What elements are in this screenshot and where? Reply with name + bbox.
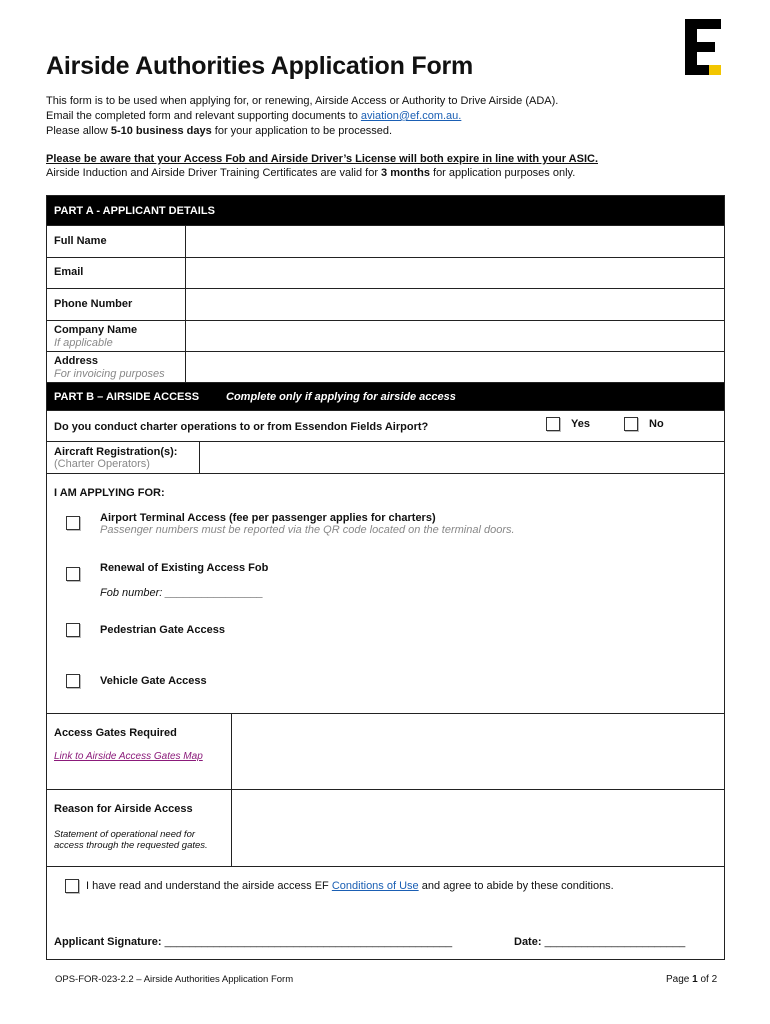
application-form — [46, 195, 725, 960]
part-a-header: PART A - APPLICANT DETAILS — [47, 196, 724, 225]
charter-question-row: Do you conduct charter operations to or from Essendon Fields Airport? Yes No — [47, 410, 724, 441]
declaration-row — [47, 866, 724, 960]
page-number: Page 1 of 2 — [666, 974, 718, 985]
applying-for-section: I AM APPLYING FOR: Airport Terminal Access (fee per passenger applies for charters) Passenger numbers must be reported via the QR code located on the terminal doors. Renewal of Existing Access Fob Fob number: ________________ Pedestrian Gate Access Vehicle Gate Access — [47, 473, 724, 713]
intro-line-1: This form is to be used when applying for, or renewing, Airside Access or Authority to Drive Airside (ADA). — [46, 95, 559, 107]
access-gates-field[interactable] — [232, 714, 724, 789]
expiry-notice: Please be aware that your Access Fob and Airside Driver’s License will both expire in line with your ASIC. — [46, 153, 598, 165]
fob-number-field[interactable]: Fob number: ________________ — [100, 587, 264, 599]
yes-checkbox[interactable] — [546, 417, 560, 431]
yes-label: Yes — [571, 418, 590, 430]
pedestrian-gate-label: Pedestrian Gate Access — [100, 624, 225, 636]
footer-doc-id: OPS-FOR-023-2.2 – Airside Authorities Application Form — [55, 974, 294, 985]
date-field[interactable]: Date: _______________________ — [514, 936, 686, 948]
phone-field[interactable] — [186, 289, 724, 320]
intro-line-2: Email the completed form and relevant supporting documents to aviation@ef.com.au. — [46, 110, 462, 122]
agree-checkbox[interactable] — [65, 879, 79, 893]
renewal-checkbox[interactable] — [66, 567, 80, 581]
agree-text: I have read and understand the airside access EF Conditions of Use and agree to abide by these conditions. — [86, 880, 614, 892]
terminal-access-label: Airport Terminal Access (fee per passenger applies for charters) — [100, 512, 436, 524]
no-checkbox[interactable] — [624, 417, 638, 431]
address-field[interactable] — [186, 352, 724, 382]
renewal-label: Renewal of Existing Access Fob — [100, 562, 269, 574]
pedestrian-gate-checkbox[interactable] — [66, 623, 80, 637]
email-row: Email — [47, 257, 724, 288]
signature-field[interactable]: Applicant Signature: _______________________________________________ — [54, 936, 453, 948]
validity-note: Airside Induction and Airside Driver Training Certificates are valid for 3 months for application purposes only. — [46, 167, 576, 179]
email-link[interactable]: aviation@ef.com.au. — [360, 110, 462, 122]
no-label: No — [649, 418, 664, 430]
gates-map-link[interactable]: Link to Airside Access Gates Map — [54, 751, 203, 762]
phone-row: Phone Number — [47, 288, 724, 320]
reason-field[interactable] — [232, 790, 724, 866]
conditions-of-use-link[interactable]: Conditions of Use — [331, 880, 419, 892]
reason-row: Reason for Airside Access Statement of operational need for access through the requested gates. — [47, 789, 724, 866]
vehicle-gate-label: Vehicle Gate Access — [100, 675, 207, 687]
address-row: Address For invoicing purposes — [47, 351, 724, 382]
access-gates-row: Access Gates Required Link to Airside Access Gates Map — [47, 713, 724, 789]
rego-field[interactable] — [200, 442, 724, 473]
company-row: Company Name If applicable — [47, 320, 724, 351]
page-title: Airside Authorities Application Form — [46, 52, 474, 80]
part-b-header: PART B – AIRSIDE ACCESS Complete only if applying for airside access — [47, 382, 724, 410]
rego-row: Aircraft Registration(s): (Charter Operators) — [47, 441, 724, 473]
intro-line-3: Please allow 5-10 business days for your application to be processed. — [46, 125, 393, 137]
vehicle-gate-checkbox[interactable] — [66, 674, 80, 688]
full-name-field[interactable] — [186, 226, 724, 257]
company-field[interactable] — [186, 321, 724, 351]
terminal-access-note: Passenger numbers must be reported via the QR code located on the terminal doors. — [100, 524, 515, 536]
full-name-row: Full Name — [47, 225, 724, 257]
terminal-access-checkbox[interactable] — [66, 516, 80, 530]
ef-logo — [685, 19, 721, 75]
email-field[interactable] — [186, 258, 724, 288]
